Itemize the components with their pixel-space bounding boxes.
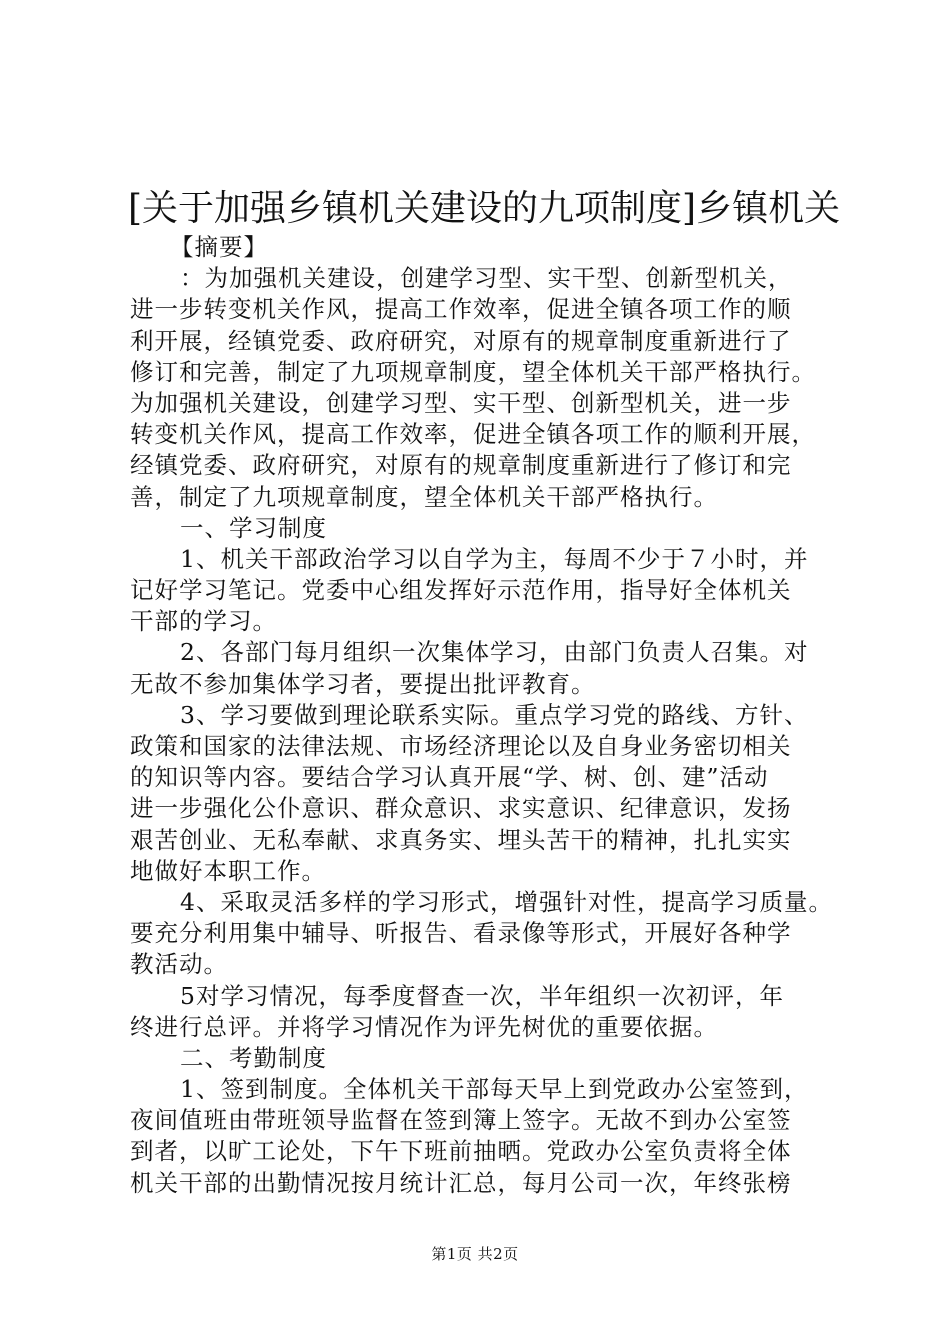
body-line: 艰苦创业、无私奉献、求真务实、埋头苦干的精神，扎扎实实 (130, 825, 792, 854)
body-line: 进一步强化公仆意识、群众意识、求实意识、纪律意识，发扬 (130, 794, 792, 823)
body-line: 1、签到制度。全体机关干部每天早上到党政办公室签到， (180, 1075, 809, 1104)
body-line: 善，制定了九项规章制度，望全体机关干部严格执行。 (130, 482, 718, 511)
body-line: 经镇党委、政府研究，对原有的规章制度重新进行了修订和完 (130, 451, 792, 480)
body-line: 记好学习笔记。党委中心组发挥好示范作用，指导好全体机关 (130, 576, 792, 605)
body-line: 修订和完善，制定了九项规章制度，望全体机关干部严格执行。 (130, 357, 816, 386)
body-line: 2、各部门每月组织一次集体学习，由部门负责人召集。对 (180, 638, 809, 667)
body-line: 夜间值班由带班领导监督在签到簿上签字。无故不到办公室签 (130, 1106, 792, 1135)
body-line: 要充分利用集中辅导、听报告、看录像等形式，开展好各种学 (130, 919, 792, 948)
body-line: 教活动。 (130, 950, 228, 979)
body-line: 无故不参加集体学习者，要提出批评教育。 (130, 669, 596, 698)
body-line: 政策和国家的法律法规、市场经济理论以及自身业务密切相关 (130, 732, 792, 760)
body-line: 进一步转变机关作风，提高工作效率，促进全镇各项工作的顺 (130, 295, 792, 324)
document-title: [关于加强乡镇机关建设的九项制度]乡镇机关 (128, 188, 841, 229)
body-line: 转变机关作风，提高工作效率，促进全镇各项工作的顺利开展， (130, 420, 816, 449)
body-line: 地做好本职工作。 (130, 856, 326, 885)
body-line: 一、学习制度 (180, 513, 327, 542)
body-line: 1、机关干部政治学习以自学为主，每周不少于７小时，并 (180, 544, 809, 573)
page-footer: 第1页 共2页 (431, 1245, 519, 1263)
body-line: 【摘要】 (170, 233, 268, 261)
body-line: 4、采取灵活多样的学习形式，增强针对性，提高学习质量。 (180, 887, 833, 916)
body-line: 3、学习要做到理论联系实际。重点学习党的路线、方针、 (180, 700, 809, 729)
body-line: 到者，以旷工论处，下午下班前抽晒。党政办公室负责将全体 (130, 1137, 792, 1166)
body-line: 为加强机关建设，创建学习型、实干型、创新型机关，进一步 (130, 388, 792, 417)
body-line: 二、考勤制度 (180, 1043, 327, 1072)
body-line: 的知识等内容。要结合学习认真开展“学、树、创、建”活动 (130, 763, 769, 792)
body-line: 终进行总评。并将学习情况作为评先树优的重要依据。 (130, 1012, 718, 1041)
body-line: 机关干部的出勤情况按月统计汇总，每月公司一次，年终张榜 (130, 1168, 792, 1197)
body-line: 5对学习情况，每季度督查一次，半年组织一次初评，年 (180, 981, 784, 1010)
body-line: 干部的学习。 (130, 607, 277, 636)
body-line: 利开展，经镇党委、政府研究，对原有的规章制度重新进行了 (130, 326, 792, 355)
body-line: ：为加强机关建设，创建学习型、实干型、创新型机关， (180, 264, 793, 293)
document-body (130, 232, 833, 1199)
